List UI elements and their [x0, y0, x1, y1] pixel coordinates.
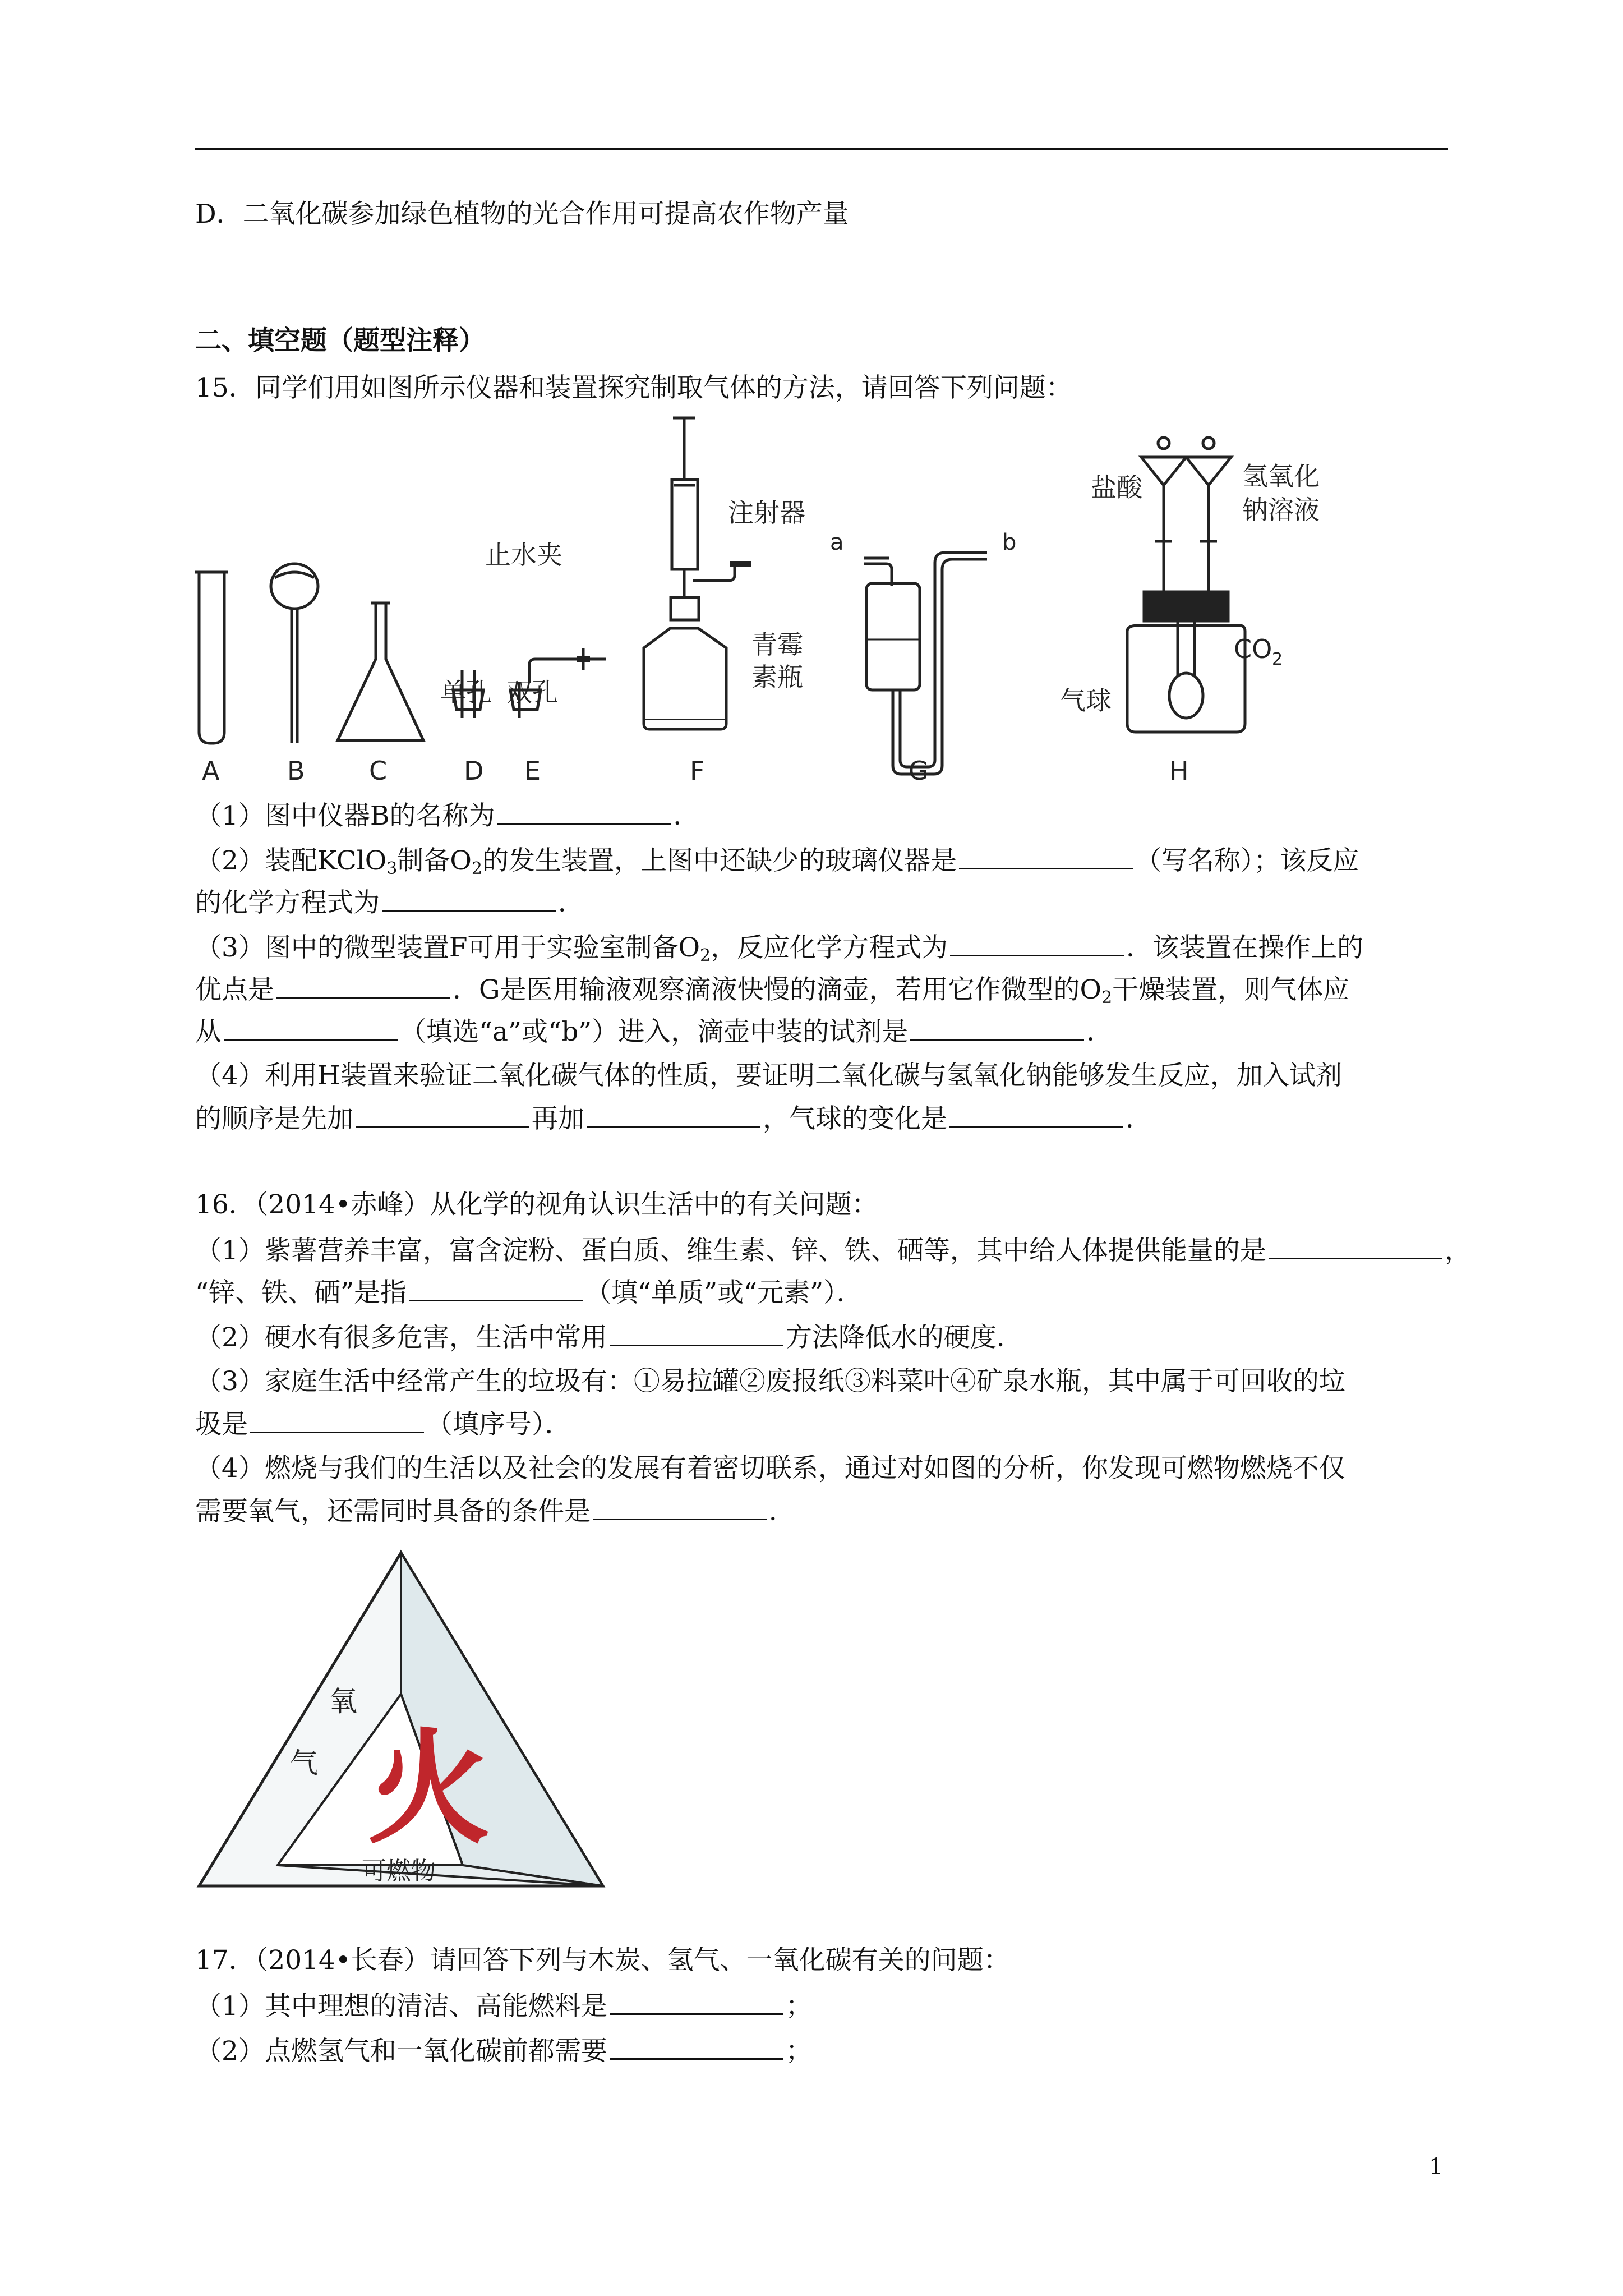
- syringe-bottle-f: [644, 418, 751, 729]
- funnel-b: [271, 564, 318, 743]
- blank[interactable]: [409, 1275, 583, 1301]
- q16-stem: 16．（2014•赤峰）从化学的视角认识生活中的有关问题：: [195, 1189, 878, 1220]
- q16-p2: （2）硬水有很多危害，生活中常用 方法降低水的硬度．: [195, 1320, 1023, 1355]
- letter-e: E: [524, 756, 541, 786]
- label-bottle-2: 素瓶: [751, 662, 803, 692]
- q17-p1: （1）其中理想的清洁、高能燃料是 ；: [195, 1989, 812, 2023]
- fire-triangle-figure: [193, 1548, 608, 1896]
- label-clamp: 止水夹: [485, 540, 562, 570]
- letter-b: B: [287, 756, 305, 786]
- label-double: 双孔: [506, 677, 558, 707]
- q16-p4: （4）燃烧与我们的生活以及社会的发展有着密切联系，通过对如图的分析，你发现可燃物燃烧不仅: [195, 1453, 1345, 1484]
- blank[interactable]: [224, 1014, 398, 1041]
- blank[interactable]: [610, 2033, 783, 2060]
- q16-p1-line2: “锌、铁、硒”是指 （填“单质”或“元素”）．: [195, 1275, 863, 1310]
- label-a: a: [830, 530, 844, 555]
- blank[interactable]: [497, 798, 671, 825]
- blank[interactable]: [382, 885, 556, 912]
- section-heading: 二、填空题（题型注释）: [195, 325, 485, 356]
- q17-p2: （2）点燃氢气和一氧化碳前都需要 ；: [195, 2033, 812, 2068]
- label-co2-sub: 2: [1272, 650, 1283, 669]
- drip-chamber-g: [864, 553, 987, 774]
- label-balloon: 气球: [1060, 685, 1112, 716]
- label-b: b: [1002, 530, 1017, 555]
- letter-a: A: [202, 756, 220, 786]
- blank[interactable]: [959, 843, 1133, 869]
- q16-p3: （3）家庭生活中经常产生的垃圾有：①易拉罐②废报纸③料菜叶④矿泉水瓶，其中属于可回收的垃: [195, 1366, 1345, 1397]
- label-acid: 盐酸: [1091, 472, 1142, 503]
- page-number: 1: [1429, 2154, 1444, 2180]
- blank[interactable]: [587, 1101, 760, 1128]
- blank[interactable]: [610, 1320, 783, 1346]
- blank[interactable]: [250, 1407, 424, 1433]
- co2-apparatus-h: [1127, 438, 1245, 732]
- label-naoh-1: 氢氧化: [1242, 461, 1320, 491]
- q15-p2: （2）装配KClO$_3$制备$O_2$的发生装置，上图中还缺少的玻璃仪器是 （写名称）；该反应: [195, 843, 1359, 886]
- blank[interactable]: [950, 930, 1124, 956]
- letter-c: C: [369, 756, 388, 786]
- fire-char: 火: [367, 1717, 491, 1861]
- blank[interactable]: [593, 1494, 767, 1520]
- q15-p4-line2: 的顺序是先加 再加 ，气球的变化是 ．: [195, 1101, 1152, 1136]
- header-rule: [195, 148, 1448, 150]
- q16-p4-line2: 需要氧气，还需同时具备的条件是 ．: [195, 1494, 795, 1529]
- label-single: 单孔: [440, 677, 492, 707]
- blank[interactable]: [276, 972, 450, 999]
- label-co2: CO: [1234, 634, 1272, 664]
- apparatus-figure: [191, 412, 1368, 799]
- q15-p3-line2: 优点是 ．G是医用输液观察滴液快慢的滴壶，若用它作微型的$O_2$干燥装置，则气体应: [195, 972, 1349, 1015]
- conical-flask-c: [338, 603, 423, 740]
- label-bottle-1: 青霉: [751, 629, 803, 660]
- q15-p3: （3）图中的微型装置F可用于实验室制备$O_2$，反应化学方程式为 ．该装置在操作上的: [195, 930, 1363, 973]
- oxygen-char-2: 气: [290, 1747, 318, 1779]
- blank[interactable]: [610, 1989, 783, 2015]
- blank[interactable]: [356, 1101, 529, 1128]
- fuel-label: 可燃物: [362, 1857, 436, 1885]
- letter-g: G: [909, 756, 929, 786]
- q15-stem: 15．同学们用如图所示仪器和装置探究制取气体的方法，请回答下列问题：: [195, 372, 1072, 403]
- oxygen-char-1: 氧: [329, 1685, 357, 1718]
- q16-p3-line2: 圾是 （填序号）．: [195, 1407, 571, 1442]
- q15-p1: （1）图中仪器B的名称为 ．: [195, 798, 699, 833]
- letter-f: F: [690, 756, 705, 786]
- q17-stem: 17．（2014•长春）请回答下列与木炭、氢气、一氧化碳有关的问题：: [195, 1945, 1010, 1976]
- q16-p1: （1）紫薯营养丰富，富含淀粉、蛋白质、维生素、锌、铁、硒等，其中给人体提供能量的是 ，: [195, 1233, 1471, 1268]
- letter-h: H: [1169, 756, 1189, 786]
- label-naoh-2: 钠溶液: [1242, 495, 1320, 525]
- blank[interactable]: [949, 1101, 1123, 1128]
- test-tube-a: [195, 572, 228, 743]
- blank[interactable]: [910, 1014, 1084, 1041]
- prev-option-d: D．二氧化碳参加绿色植物的光合作用可提高农作物产量: [195, 199, 849, 229]
- label-syringe: 注射器: [728, 498, 805, 528]
- q15-p3-line3: 从 （填选“a”或“b”）进入，滴壶中装的试剂是 ．: [195, 1014, 1113, 1049]
- letter-d: D: [464, 756, 484, 786]
- q15-p4: （4）利用H装置来验证二氧化碳气体的性质，要证明二氧化碳与氢氧化钠能够发生反应，加入试剂: [195, 1060, 1342, 1091]
- blank[interactable]: [1269, 1233, 1442, 1259]
- q15-p2-line2: 的化学方程式为 ．: [195, 885, 584, 920]
